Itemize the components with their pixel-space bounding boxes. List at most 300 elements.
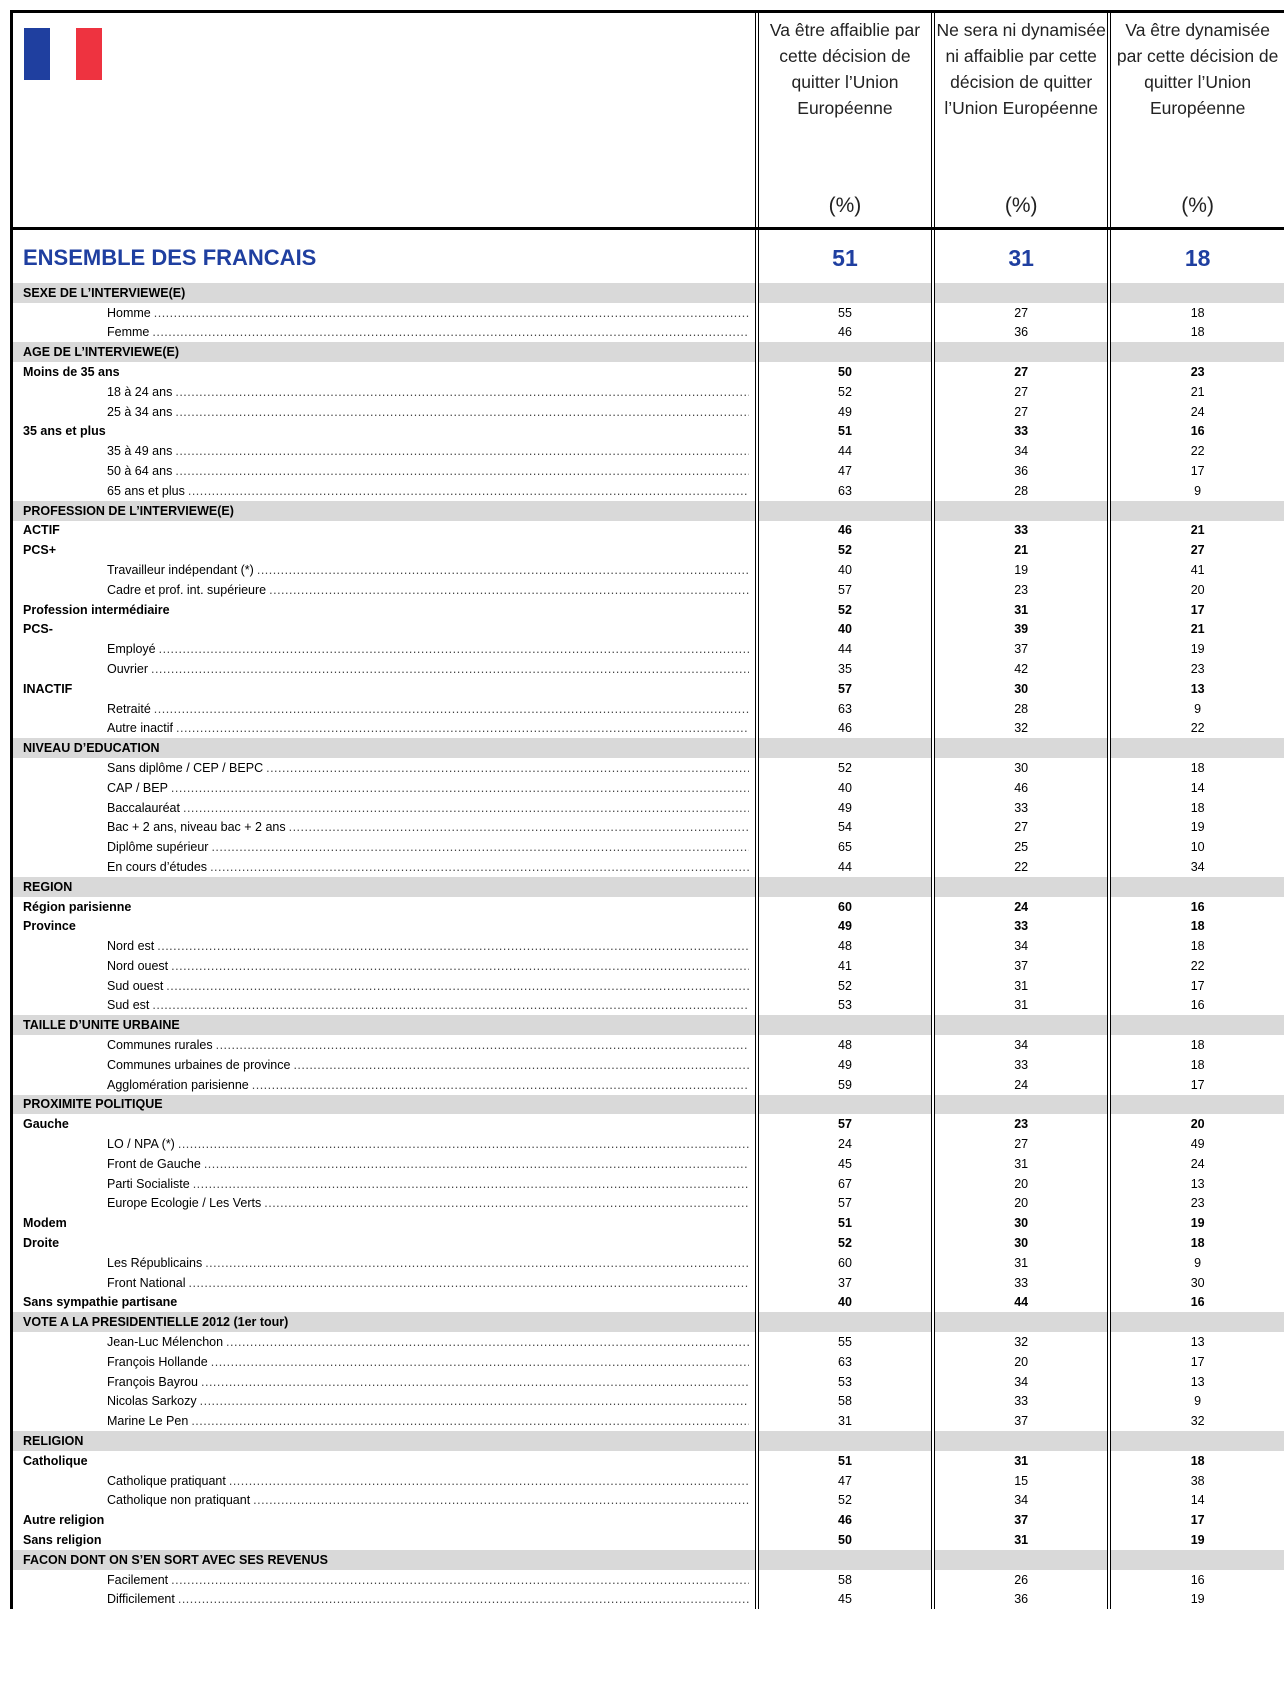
- value-cell: 19: [1190, 642, 1205, 657]
- dot-leader: [178, 1590, 749, 1609]
- value-cell: 36: [1014, 1592, 1029, 1607]
- group-label: Gauche: [12, 1114, 756, 1134]
- value-cell: 27: [1014, 820, 1029, 835]
- value-cell: [758, 1550, 931, 1570]
- value-cell: [1111, 738, 1284, 758]
- table-row: [12, 837, 1284, 857]
- table-row: [12, 996, 1284, 1016]
- row-label: LO / NPA (*): [107, 1137, 175, 1152]
- value-cell: [758, 1312, 931, 1332]
- row-label: Cadre et prof. int. supérieure: [107, 582, 267, 597]
- value-cell: 47: [838, 463, 852, 478]
- row-label-cell: [12, 402, 756, 422]
- value-cell: 33: [1014, 1057, 1029, 1072]
- value-cell: 55: [838, 305, 852, 320]
- row-label: Front de Gauche: [107, 1156, 201, 1171]
- row-label: Catholique pratiquant: [107, 1473, 226, 1488]
- table-row: [12, 1510, 1284, 1530]
- row-label: Baccalauréat: [107, 800, 180, 815]
- section-label: PROFESSION DE L’INTERVIEWE(E): [12, 501, 756, 521]
- row-label-cell: [12, 1055, 756, 1075]
- value-cell: 19: [1014, 562, 1029, 577]
- header-label-cell: [12, 12, 756, 229]
- value-cell: 20: [1014, 1196, 1029, 1211]
- group-label: Modem: [12, 1213, 756, 1233]
- section-header-row: [12, 1550, 1284, 1570]
- value-cell: 24: [838, 1137, 852, 1152]
- table-row: [12, 402, 1284, 422]
- row-label-cell: [12, 560, 756, 580]
- row-label-cell: [12, 1154, 756, 1174]
- group-label: 35 ans et plus: [12, 422, 756, 442]
- dot-leader: [178, 1135, 749, 1154]
- table-row: [12, 1530, 1284, 1550]
- dot-leader: [152, 996, 748, 1015]
- table-row: [12, 461, 1284, 481]
- value-cell: [1111, 1312, 1284, 1332]
- value-cell: 37: [838, 1275, 852, 1290]
- dot-leader: [293, 1056, 748, 1075]
- value-cell: 28: [1014, 483, 1029, 498]
- dot-leader: [166, 977, 749, 996]
- value-cell: [758, 342, 931, 362]
- column-header-neutral: [935, 12, 1108, 229]
- row-label-cell: [12, 382, 756, 402]
- row-label-cell: [12, 976, 756, 996]
- dot-leader: [201, 1373, 749, 1392]
- value-cell: 17: [1190, 1513, 1205, 1528]
- dot-leader: [204, 1155, 749, 1174]
- group-label: ACTIF: [12, 521, 756, 541]
- row-label: Travailleur indépendant (*): [107, 562, 254, 577]
- value-cell: 26: [1014, 1572, 1029, 1587]
- value-cell: 51: [838, 424, 852, 439]
- value-cell: 54: [838, 820, 852, 835]
- value-cell: 13: [1190, 1335, 1205, 1350]
- value-cell: 18: [1190, 1038, 1205, 1053]
- row-label-cell: [12, 1352, 756, 1372]
- table-header: [12, 12, 1284, 229]
- value-cell: 32: [1014, 721, 1029, 736]
- group-label: Province: [12, 917, 756, 937]
- value-cell: 44: [838, 444, 852, 459]
- value-cell: 30: [1014, 1216, 1029, 1231]
- value-cell: 33: [1014, 523, 1029, 538]
- column-header-unit: (%): [828, 194, 862, 217]
- column-header-unit: (%): [1004, 194, 1038, 217]
- value-cell: 46: [838, 1513, 852, 1528]
- value-cell: 52: [838, 1236, 852, 1251]
- row-label-cell: [12, 758, 756, 778]
- row-label-cell: [12, 1035, 756, 1055]
- section-label: SEXE DE L’INTERVIEWE(E): [12, 283, 756, 303]
- row-label-cell: [12, 1570, 756, 1590]
- dot-leader: [175, 383, 749, 402]
- column-header-label: Ne sera ni dynamisée ni affaiblie par cette décision de quitter l’Union Européenne: [936, 20, 1106, 118]
- section-label: AGE DE L’INTERVIEWE(E): [12, 342, 756, 362]
- value-cell: 9: [1194, 1255, 1202, 1270]
- value-cell: [1111, 1095, 1284, 1115]
- value-cell: 18: [1190, 325, 1205, 340]
- table-row: [12, 818, 1284, 838]
- section-header-row: [12, 501, 1284, 521]
- value-cell: 52: [838, 384, 852, 399]
- value-cell: 33: [1014, 1394, 1029, 1409]
- row-label: François Bayrou: [107, 1374, 199, 1389]
- row-label: 50 à 64 ans: [107, 463, 173, 478]
- value-cell: 28: [1014, 701, 1029, 716]
- section-header-row: [12, 877, 1284, 897]
- row-label-cell: [12, 956, 756, 976]
- row-label-cell: [12, 441, 756, 461]
- value-cell: 39: [1014, 622, 1029, 637]
- table-row: [12, 362, 1284, 382]
- dot-leader: [159, 640, 749, 659]
- row-label-cell: [12, 1491, 756, 1511]
- row-label: Sud est: [107, 998, 150, 1013]
- row-label: 35 à 49 ans: [107, 444, 173, 459]
- section-label: VOTE A LA PRESIDENTIELLE 2012 (1er tour): [12, 1312, 756, 1332]
- value-cell: 63: [838, 701, 852, 716]
- table-row: [12, 580, 1284, 600]
- value-cell: 33: [1014, 919, 1029, 934]
- total-row: [12, 233, 1284, 283]
- row-label: Nord ouest: [107, 958, 169, 973]
- table-row: [12, 422, 1284, 442]
- value-cell: [935, 738, 1108, 758]
- row-label-cell: [12, 798, 756, 818]
- value-cell: 34: [1014, 1038, 1029, 1053]
- value-cell: 47: [838, 1473, 852, 1488]
- value-cell: 49: [838, 1057, 852, 1072]
- value-cell: 33: [1014, 1275, 1029, 1290]
- value-cell: [758, 738, 931, 758]
- value-cell: 53: [838, 998, 852, 1013]
- value-cell: 19: [1190, 1592, 1205, 1607]
- table-row: [12, 1590, 1284, 1610]
- value-cell: 45: [838, 1592, 852, 1607]
- value-cell: 27: [1014, 364, 1029, 379]
- value-cell: 31: [1014, 1533, 1029, 1547]
- value-cell: 18: [1190, 305, 1205, 320]
- section-label: PROXIMITE POLITIQUE: [12, 1095, 756, 1115]
- value-cell: 63: [838, 483, 852, 498]
- value-cell: 44: [838, 859, 852, 874]
- group-label: Catholique: [12, 1451, 756, 1471]
- value-cell: [935, 501, 1108, 521]
- value-cell: 18: [1190, 1453, 1205, 1468]
- table-row: [12, 1471, 1284, 1491]
- column-header-unit: (%): [1181, 194, 1214, 217]
- table-row: [12, 1451, 1284, 1471]
- section-label: NIVEAU D’EDUCATION: [12, 738, 756, 758]
- group-label: Sans sympathie partisane: [12, 1293, 756, 1313]
- row-label: Homme: [107, 305, 151, 320]
- table-row: [12, 936, 1284, 956]
- section-header-row: [12, 1312, 1284, 1332]
- table-row: [12, 1491, 1284, 1511]
- table-row: [12, 857, 1284, 877]
- dot-leader: [253, 1491, 749, 1510]
- value-cell: 17: [1190, 602, 1205, 617]
- value-cell: 67: [838, 1176, 852, 1191]
- value-cell: 40: [838, 622, 852, 637]
- group-label: Autre religion: [12, 1510, 756, 1530]
- value-cell: [1111, 342, 1284, 362]
- row-label-cell: [12, 1372, 756, 1392]
- value-cell: 18: [1190, 1057, 1205, 1072]
- dot-leader: [191, 1412, 749, 1431]
- value-cell: 34: [1014, 939, 1029, 954]
- table-row: [12, 382, 1284, 402]
- value-cell: 18: [1190, 919, 1205, 934]
- table-row: [12, 897, 1284, 917]
- column-header-label: Va être dynamisée par cette décision de quitter l’Union Européenne: [1116, 20, 1279, 118]
- group-label: INACTIF: [12, 679, 756, 699]
- row-label: Nicolas Sarkozy: [107, 1394, 197, 1409]
- section-header-row: [12, 1431, 1284, 1451]
- value-cell: 27: [1190, 543, 1205, 558]
- dot-leader: [216, 1036, 749, 1055]
- row-label: Agglomération parisienne: [107, 1077, 249, 1092]
- value-cell: 40: [838, 780, 852, 795]
- dot-leader: [151, 660, 749, 679]
- table-row: [12, 1332, 1284, 1352]
- value-cell: 34: [1190, 859, 1205, 874]
- table-row: [12, 540, 1284, 560]
- value-cell: 20: [1190, 1117, 1205, 1132]
- value-cell: 19: [1190, 1533, 1205, 1547]
- value-cell: 21: [1190, 523, 1205, 538]
- dot-leader: [211, 1353, 749, 1372]
- table-row: [12, 1273, 1284, 1293]
- row-label: Femme: [107, 325, 150, 340]
- row-label-cell: [12, 1194, 756, 1214]
- value-cell: [935, 877, 1108, 897]
- value-cell: 52: [838, 1493, 852, 1508]
- dot-leader: [264, 1194, 749, 1213]
- row-label: 25 à 34 ans: [107, 404, 173, 419]
- dot-leader: [157, 937, 749, 956]
- table-row: [12, 303, 1284, 323]
- column-header-label: Va être affaiblie par cette décision de quitter l’Union Européenne: [769, 20, 921, 118]
- value-cell: 21: [1190, 384, 1205, 399]
- dot-leader: [252, 1076, 749, 1095]
- dot-leader: [171, 957, 749, 976]
- value-cell: 37: [1014, 642, 1029, 657]
- row-label-cell: [12, 996, 756, 1016]
- value-cell: 34: [1014, 444, 1029, 459]
- row-label: Ouvrier: [107, 661, 148, 676]
- dot-leader: [257, 561, 749, 580]
- value-cell: 55: [838, 1335, 852, 1350]
- table-row: [12, 600, 1284, 620]
- total-label: ENSEMBLE DES FRANCAIS: [12, 233, 756, 283]
- value-cell: 31: [1014, 602, 1029, 617]
- value-cell: 20: [1014, 1176, 1029, 1191]
- value-cell: 14: [1190, 780, 1205, 795]
- row-label: Difficilement: [107, 1592, 175, 1607]
- value-cell: 24: [1190, 404, 1205, 419]
- table-row: [12, 1075, 1284, 1095]
- row-label: Employé: [107, 642, 156, 657]
- value-cell: 16: [1190, 1295, 1205, 1310]
- value-cell: 27: [1014, 384, 1029, 399]
- table-row: [12, 1194, 1284, 1214]
- value-cell: 57: [838, 582, 852, 597]
- value-cell: 9: [1194, 1394, 1202, 1409]
- dot-leader: [205, 1254, 749, 1273]
- value-cell: 19: [1190, 820, 1205, 835]
- table-row: [12, 917, 1284, 937]
- row-label-cell: [12, 719, 756, 739]
- group-label: Moins de 35 ans: [12, 362, 756, 382]
- table-row: [12, 778, 1284, 798]
- value-cell: 18: [1190, 1236, 1205, 1251]
- section-header-row: [12, 738, 1284, 758]
- value-cell: [935, 342, 1108, 362]
- column-header-boosted: [1111, 12, 1284, 229]
- value-cell: 65: [838, 840, 852, 855]
- table-row: [12, 1233, 1284, 1253]
- row-label: Bac + 2 ans, niveau bac + 2 ans: [107, 820, 286, 835]
- value-cell: 49: [838, 800, 852, 815]
- row-label-cell: [12, 1392, 756, 1412]
- value-cell: 48: [838, 1038, 852, 1053]
- value-cell: 50: [838, 364, 852, 379]
- value-cell: 44: [1014, 1295, 1029, 1310]
- row-label: Europe Ecologie / Les Verts: [107, 1196, 262, 1211]
- value-cell: 23: [1014, 1117, 1029, 1132]
- value-cell: [1111, 877, 1284, 897]
- section-header-row: [12, 1095, 1284, 1115]
- value-cell: 38: [1190, 1473, 1205, 1488]
- group-label: Région parisienne: [12, 897, 756, 917]
- row-label-cell: [12, 699, 756, 719]
- value-cell: 30: [1190, 1275, 1205, 1290]
- value-cell: 32: [1014, 1335, 1029, 1350]
- value-cell: 30: [1014, 681, 1029, 696]
- value-cell: [758, 877, 931, 897]
- value-cell: 16: [1190, 1572, 1205, 1587]
- value-cell: 60: [838, 899, 852, 914]
- row-label-cell: [12, 303, 756, 323]
- dot-leader: [226, 1333, 749, 1352]
- table-row: [12, 659, 1284, 679]
- table-row: [12, 521, 1284, 541]
- row-label-cell: [12, 659, 756, 679]
- row-label-cell: [12, 323, 756, 343]
- value-cell: 17: [1190, 1077, 1205, 1092]
- value-cell: 51: [838, 1216, 852, 1231]
- value-cell: 32: [1190, 1414, 1205, 1429]
- value-cell: 15: [1014, 1473, 1029, 1488]
- value-cell: [935, 1095, 1108, 1115]
- dot-leader: [175, 403, 749, 422]
- group-label: Sans religion: [12, 1530, 756, 1550]
- dot-leader: [188, 482, 749, 501]
- row-label-cell: [12, 1174, 756, 1194]
- value-cell: 40: [838, 1295, 852, 1310]
- value-cell: 22: [1190, 721, 1205, 736]
- value-cell: 21: [1014, 543, 1029, 558]
- table-row: [12, 956, 1284, 976]
- value-cell: 31: [1014, 978, 1029, 993]
- table-row: [12, 1114, 1284, 1134]
- table-row: [12, 758, 1284, 778]
- total-value-neutral: 31: [1008, 244, 1034, 271]
- value-cell: 31: [1014, 998, 1029, 1013]
- row-label-cell: [12, 837, 756, 857]
- row-label-cell: [12, 461, 756, 481]
- results-sheet: [10, 10, 1284, 1703]
- value-cell: 14: [1190, 1493, 1205, 1508]
- row-label: CAP / BEP: [107, 780, 168, 795]
- value-cell: 27: [1014, 1137, 1029, 1152]
- value-cell: 19: [1190, 1216, 1205, 1231]
- value-cell: [758, 1015, 931, 1035]
- value-cell: 17: [1190, 463, 1205, 478]
- value-cell: 23: [1190, 364, 1205, 379]
- value-cell: 31: [1014, 1453, 1029, 1468]
- value-cell: [1111, 501, 1284, 521]
- value-cell: [1111, 1431, 1284, 1451]
- dot-leader: [289, 818, 749, 837]
- row-label-cell: [12, 936, 756, 956]
- value-cell: 41: [838, 958, 852, 973]
- table-row: [12, 1154, 1284, 1174]
- group-label: PCS-: [12, 620, 756, 640]
- value-cell: [935, 1015, 1108, 1035]
- table-row: [12, 1352, 1284, 1372]
- table-row: [12, 1372, 1284, 1392]
- value-cell: 33: [1014, 800, 1029, 815]
- dot-leader: [171, 1571, 749, 1590]
- table-row: [12, 719, 1284, 739]
- value-cell: 58: [838, 1572, 852, 1587]
- row-label: 65 ans et plus: [107, 483, 185, 498]
- table-row: [12, 1174, 1284, 1194]
- table-row: [12, 1213, 1284, 1233]
- row-label: Sud ouest: [107, 978, 164, 993]
- dot-leader: [269, 581, 749, 600]
- value-cell: [935, 1312, 1108, 1332]
- value-cell: 24: [1014, 899, 1029, 914]
- value-cell: 51: [838, 1453, 852, 1468]
- row-label: Retraité: [107, 701, 151, 716]
- value-cell: 17: [1190, 978, 1205, 993]
- value-cell: 37: [1014, 1513, 1029, 1528]
- value-cell: [935, 1550, 1108, 1570]
- value-cell: 9: [1194, 483, 1202, 498]
- row-label: Parti Socialiste: [107, 1176, 190, 1191]
- row-label-cell: [12, 1273, 756, 1293]
- row-label-cell: [12, 1590, 756, 1610]
- value-cell: 31: [1014, 1156, 1029, 1171]
- value-cell: 27: [1014, 305, 1029, 320]
- table-row: [12, 323, 1284, 343]
- section-label: REGION: [12, 877, 756, 897]
- value-cell: 46: [838, 523, 852, 538]
- value-cell: 31: [1014, 1255, 1029, 1270]
- value-cell: 16: [1190, 899, 1205, 914]
- value-cell: [935, 1431, 1108, 1451]
- total-value-weakened: 51: [832, 244, 858, 271]
- section-header-row: [12, 283, 1284, 303]
- value-cell: 36: [1014, 463, 1029, 478]
- value-cell: 63: [838, 1354, 852, 1369]
- table-row: [12, 481, 1284, 501]
